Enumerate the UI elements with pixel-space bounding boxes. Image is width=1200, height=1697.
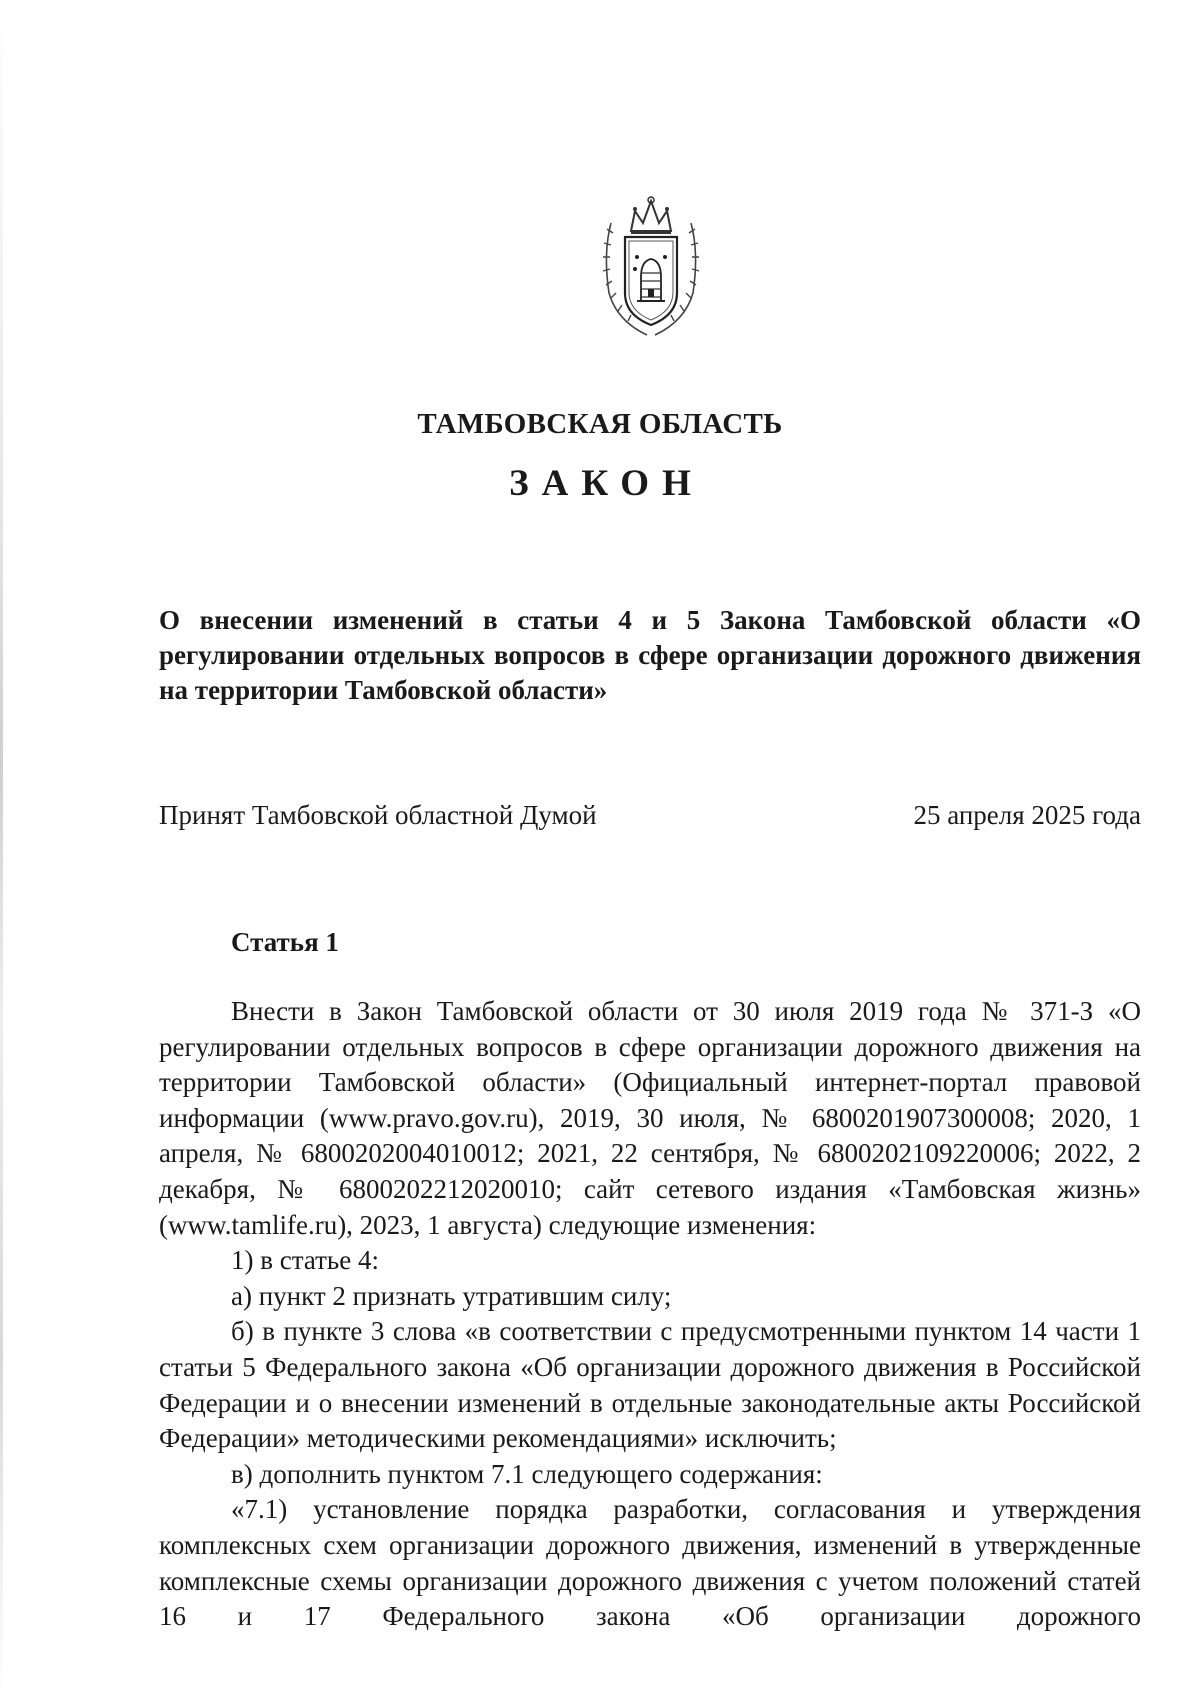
body-paragraph: 1) в статье 4:: [231, 1245, 379, 1276]
adoption-date: 25 апреля 2025 года: [913, 800, 1141, 830]
article-heading: Статья 1: [231, 927, 339, 957]
adopted-by: Принят Тамбовской областной Думой: [159, 800, 597, 830]
law-title: О внесении изменений в статьи 4 и 5 Закона Тамбовской области «О регулировании отдельных вопросов в сфере организации дорожного движения на территории Тамбовской области»: [159, 605, 1141, 705]
coat-of-arms-emblem: [591, 193, 711, 343]
body-paragraph: в) дополнить пунктом 7.1 следующего содержания:: [231, 1458, 823, 1489]
document-type-label: ЗАКОН: [509, 463, 704, 504]
body-paragraph: «7.1) установление порядка разработки, согласования и утверждения комплексных схем организации дорожного движения, изменений в утвержденные комплексные схемы организации дорожного движения с учетом положений статей 16 и 17 Федерального закона «Об организации дорожного: [159, 1494, 1141, 1632]
body-paragraph: б) в пункте 3 слова «в соответствии с предусмотренными пунктом 14 части 1 статьи 5 Федерального закона «Об организации дорожного движения в Российской Федерации и о внесении изменений в отдельные законодательные акты Российской Федерации» методическими рекомендациями» исключить;: [159, 1316, 1141, 1454]
article-body: [159, 994, 1141, 1635]
scan-edge: [0, 0, 3, 1697]
body-paragraph: Внести в Закон Тамбовской области от 30 июля 2019 года № 371-З «О регулировании отдельных вопросов в сфере организации дорожного движения на территории Тамбовской области» (Официальный интернет-портал правовой информации (www.pravo.gov.ru), 2019, 30 июля, № 6800201907300008; 2020, 1 апреля, № 6800202004010012; 2021, 22 сентября, № 6800202109220006; 2022, 2 декабря, № 6800202212020010; сайт сетевого издания «Тамбовская жизнь» (www.tamlife.ru), 2023, 1 августа) следующие изменения:: [159, 996, 1141, 1240]
body-paragraph: а) пункт 2 признать утратившим силу;: [231, 1280, 672, 1311]
region-name: ТАМБОВСКАЯ ОБЛАСТЬ: [417, 408, 783, 440]
